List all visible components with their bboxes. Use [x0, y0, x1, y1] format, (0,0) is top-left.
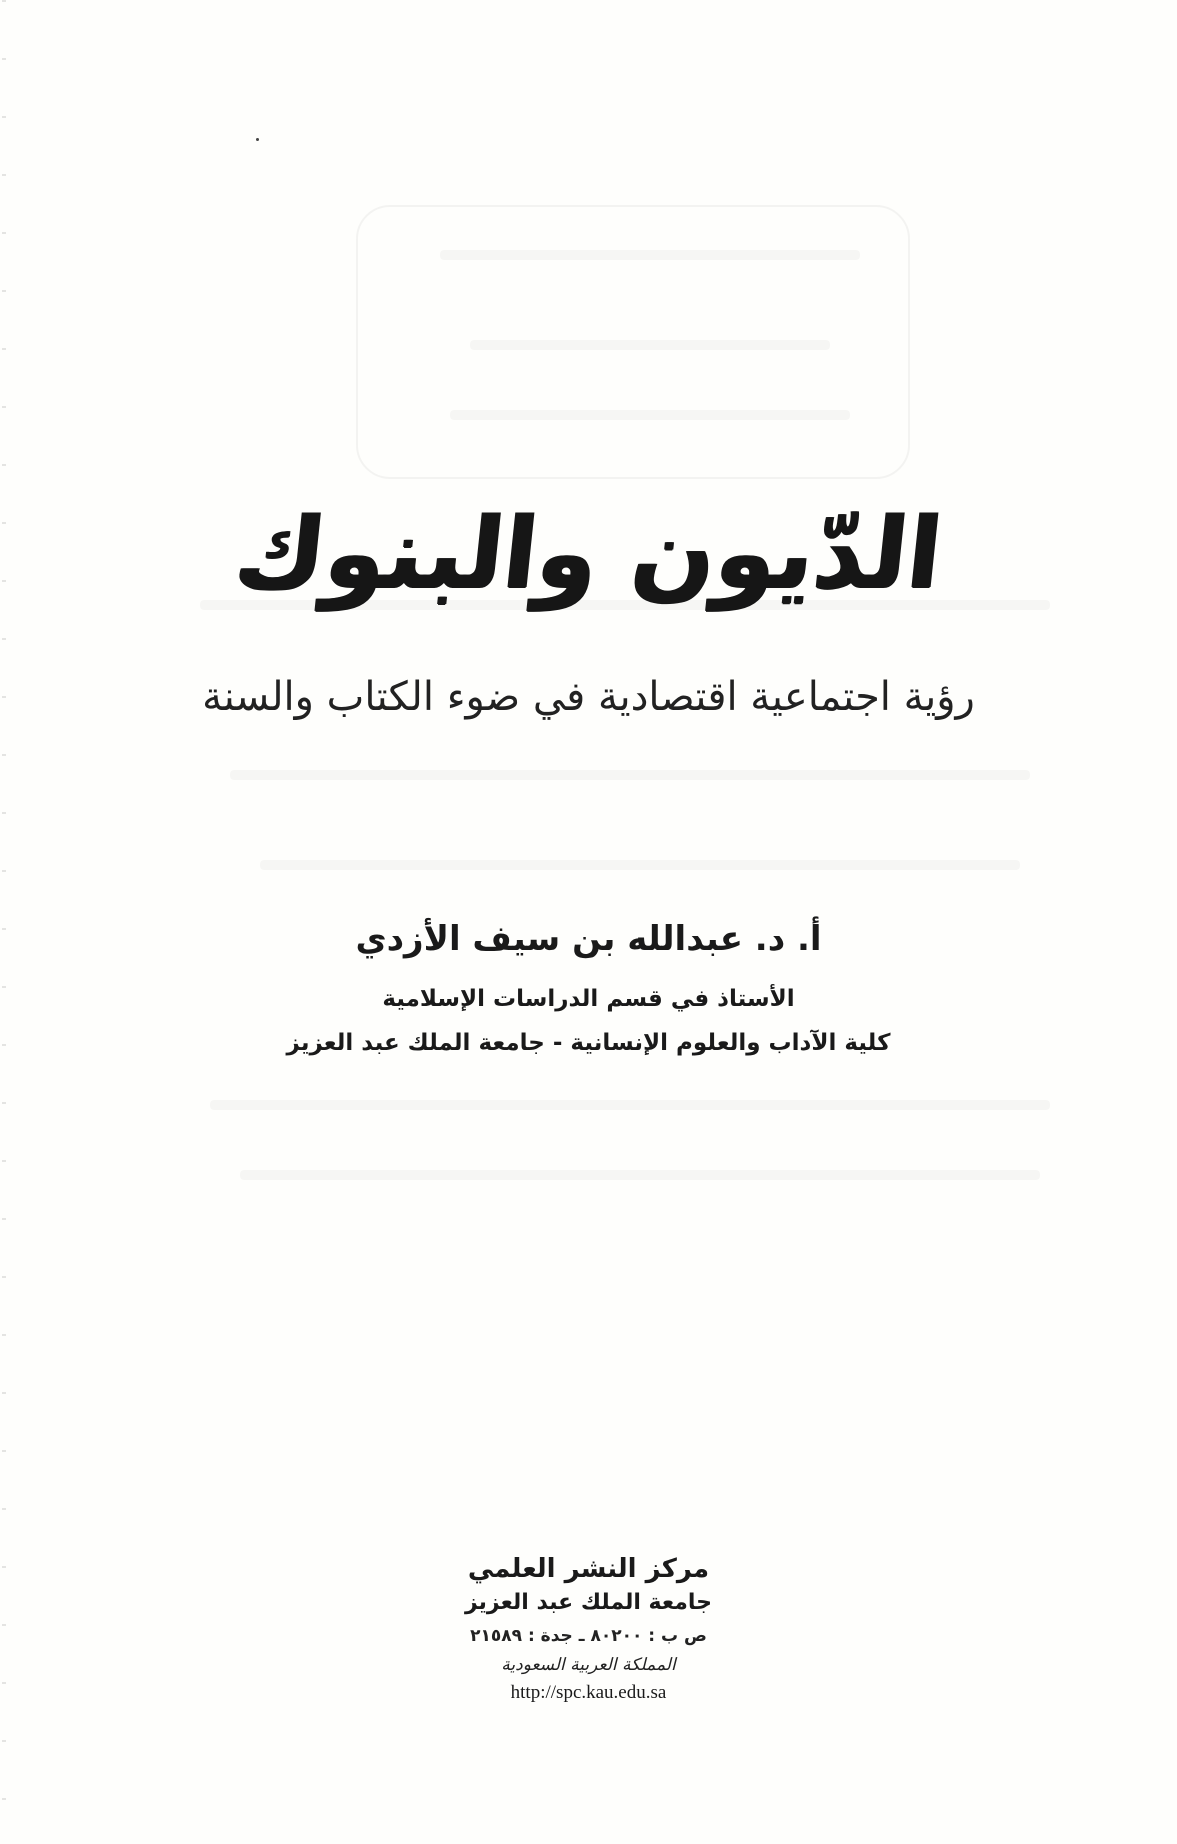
bleed-through-line [450, 410, 850, 420]
publisher-url[interactable]: http://spc.kau.edu.sa [510, 1682, 667, 1703]
author-position: الأستاذ في قسم الدراسات الإسلامية [382, 986, 795, 1012]
book-subtitle: رؤية اجتماعية اقتصادية في ضوء الكتاب والسنة [202, 674, 975, 720]
bleed-through-line [440, 250, 860, 260]
author-name: أ. د. عبدالله بن سيف الأزدي [355, 919, 822, 959]
publisher-university: جامعة الملك عبد العزيز [464, 1590, 713, 1615]
bleed-through-line [260, 860, 1020, 870]
bleed-through-line [230, 770, 1030, 780]
book-title: الدّيون والبنوك [229, 497, 948, 611]
publisher-address: ص ب : ٨٠٢٠٠ ـ جدة : ٢١٥٨٩ [470, 1626, 707, 1646]
bleed-through-line [470, 340, 830, 350]
bleed-through-line [210, 1100, 1050, 1110]
bleed-through-line [240, 1170, 1040, 1180]
dust-speck [256, 138, 259, 141]
publisher-name: مركز النشر العلمي [467, 1554, 710, 1584]
publisher-country: المملكة العربية السعودية [501, 1655, 676, 1675]
author-institution: كلية الآداب والعلوم الإنسانية - جامعة الملك عبد العزيز [286, 1030, 891, 1056]
